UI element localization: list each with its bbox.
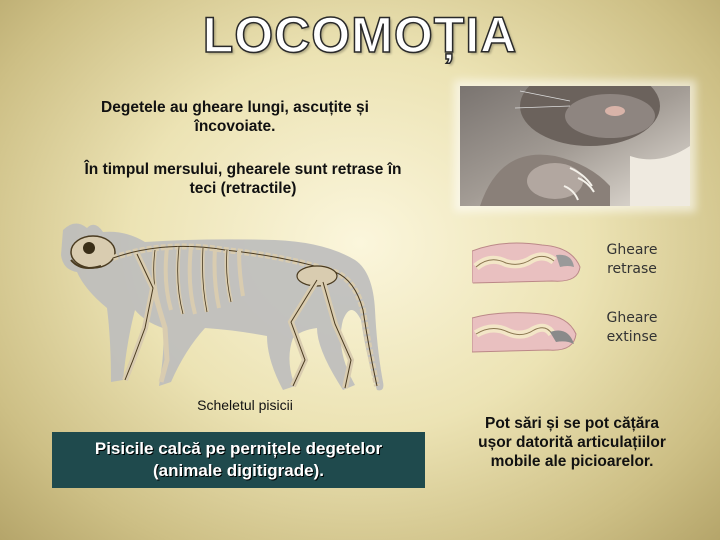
digitigrade-line: (animale digitigrade).	[153, 461, 324, 480]
jump-climb-line: Pot sări și se pot cățăra	[484, 415, 660, 432]
claws-description	[70, 98, 400, 136]
digitigrade-line: Pisicile calcă pe pernițele degetelor	[94, 439, 383, 458]
digitigrade-text	[95, 438, 382, 482]
cat-paw-illustration	[460, 86, 690, 206]
digitigrade-box	[52, 432, 425, 488]
extended-claw-diagram	[472, 308, 582, 356]
skeleton-caption: Scheletul pisicii	[197, 397, 293, 413]
cat-paw-photo	[460, 86, 690, 206]
extended-label-line: extinse	[606, 329, 658, 345]
retracted-claw-illustration	[472, 237, 582, 285]
jump-climb-line: ușor datorită articulațiilor	[478, 434, 666, 451]
retractile-description	[48, 160, 438, 198]
jump-climb-line: mobile ale picioarelor.	[490, 453, 654, 470]
retracted-label-line: retrase	[607, 261, 657, 277]
cat-skeleton-diagram	[55, 210, 400, 410]
retractile-description-line: În timpul mersului, ghearele sunt retrase în	[84, 161, 402, 178]
extended-label	[596, 309, 668, 347]
cat-skeleton-illustration	[55, 210, 400, 410]
retracted-label-line: Gheare	[606, 242, 658, 258]
claws-description-line: Degetele au gheare lungi, ascuțite și	[101, 99, 369, 116]
retracted-claw-diagram	[472, 237, 582, 285]
jump-climb-description	[452, 414, 692, 471]
retracted-label	[596, 241, 668, 279]
extended-claw-illustration	[472, 308, 582, 356]
extended-label-line: Gheare	[606, 310, 658, 326]
retractile-description-line: teci (retractile)	[189, 180, 297, 197]
page-title: LOCOMOȚIA	[202, 7, 518, 63]
claws-description-line: încovoiate.	[194, 118, 276, 135]
